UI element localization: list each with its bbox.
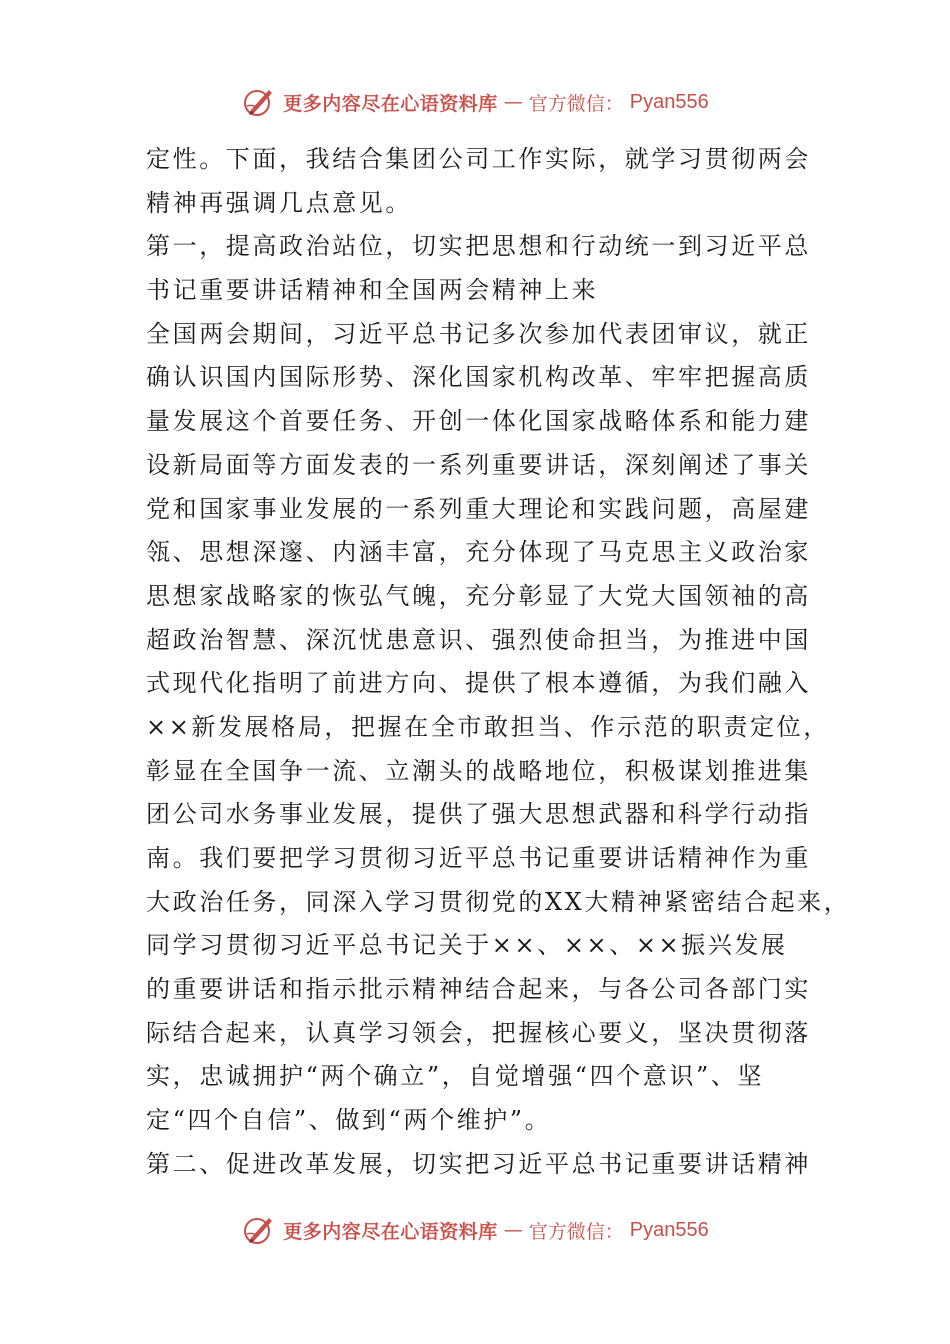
pen-logo-icon [241,1212,277,1248]
body-line: 思想家战略家的恢弘气魄，充分彰显了大党大国领袖的高 [146,581,811,610]
body-line: 党和国家事业发展的一系列重大理论和实践问题，高屋建 [146,494,811,523]
body-line: 确认识国内国际形势、深化国家机构改革、牢牢把握高质 [146,363,811,392]
body-line: 彰显在全国争一流、立潮头的战略地位，积极谋划推进集 [146,756,811,785]
footer-wechat-label: 官方微信： [528,1220,624,1243]
body-line: 超政治智慧、深沉忧患意识、强烈使命担当，为推进中国 [146,625,811,654]
header-dash: — [503,91,523,113]
body-line: 精神再强调几点意见。 [146,188,412,217]
body-line: 际结合起来，认真学习领会，把握核心要义，坚决贯彻落 [146,1018,811,1047]
body-line: 定“四个自信”、做到“两个维护”。 [146,1106,552,1135]
body-line: 南。我们要把学习贯彻习近平总书记重要讲话精神作为重 [146,844,811,872]
header-wechat-label: 官方微信： [528,92,624,115]
footer-dash: — [503,1219,523,1241]
section-heading-line: 书记重要讲话精神和全国两会精神上来 [146,276,599,305]
body-line: 设新局面等方面发表的一系列重要讲话，深刻阐述了事关 [146,450,811,479]
document-body [146,138,851,1187]
footer-wechat-id: Pyan556 [629,1218,709,1241]
body-line: 同学习贯彻习近平总书记关于××、××、××振兴发展 [146,931,788,960]
header-site-text: 更多内容尽在心语资料库 [283,92,498,115]
header-wechat-id: Pyan556 [629,90,709,113]
body-line: 实，忠诚拥护“两个确立”，自觉增强“四个意识”、坚 [146,1062,765,1091]
body-line: 定性。下面，我结合集团公司工作实际，就学习贯彻两会 [146,145,811,173]
header-banner [0,82,950,122]
footer-banner [0,1210,950,1250]
body-line: 的重要讲话和指示批示精神结合起来，与各公司各部门实 [146,975,811,1004]
body-line: 式现代化指明了前进方向、提供了根本遵循，为我们融入 [146,669,811,698]
section-heading-line: 第一，提高政治站位，切实把思想和行动统一到习近平总 [146,232,811,261]
body-line: 大政治任务，同深入学习贯彻党的XX大精神紧密结合起来， [146,887,851,916]
body-line: 全国两会期间，习近平总书记多次参加代表团审议，就正 [146,319,811,348]
body-line: 量发展这个首要任务、开创一体化国家战略体系和能力建 [146,407,811,436]
section-heading-line: 第二、促进改革发展，切实把习近平总书记重要讲话精神 [146,1149,811,1178]
body-line: 团公司水务事业发展，提供了强大思想武器和科学行动指 [146,800,811,829]
pen-logo-icon [241,84,277,120]
body-line: 瓴、思想深邃、内涵丰富，充分体现了马克思主义政治家 [146,538,811,567]
footer-site-text: 更多内容尽在心语资料库 [283,1220,498,1243]
body-line: ××新发展格局，把握在全市敢担当、作示范的职责定位， [146,712,830,741]
